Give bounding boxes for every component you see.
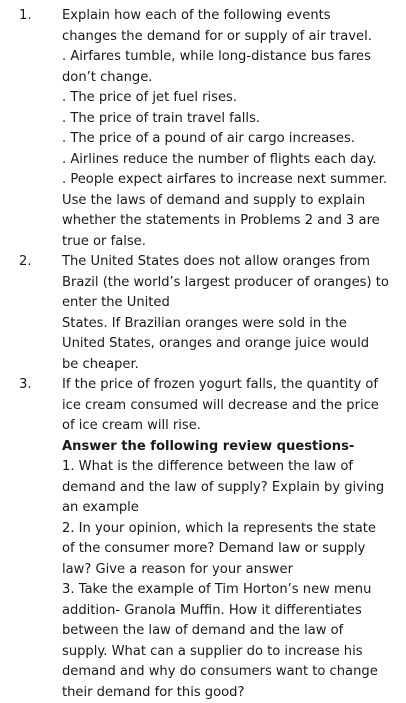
review-heading: Answer the following review questions- bbox=[62, 437, 404, 458]
text-line: Brazil (the world’s largest producer of oranges) to bbox=[62, 273, 404, 294]
text-line: enter the United bbox=[62, 293, 404, 314]
text-line: United States, oranges and orange juice would bbox=[62, 334, 404, 355]
question-text bbox=[62, 375, 404, 703]
review-line: demand and why do consumers want to change bbox=[62, 662, 404, 683]
question-text bbox=[62, 252, 404, 375]
review-line: 1. What is the difference between the law of bbox=[62, 457, 404, 478]
review-line: addition- Granola Muffin. How it differentiates bbox=[62, 601, 404, 622]
text-line: . Airfares tumble, while long-distance bus fares bbox=[62, 47, 404, 68]
review-line: an example bbox=[62, 498, 404, 519]
text-line: whether the statements in Problems 2 and 3 are bbox=[62, 211, 404, 232]
review-line: law? Give a reason for your answer bbox=[62, 560, 404, 581]
text-line: . The price of a pound of air cargo increases. bbox=[62, 129, 404, 150]
text-line: be cheaper. bbox=[62, 355, 404, 376]
question-number: 1. bbox=[19, 6, 57, 27]
text-line: . People expect airfares to increase next summer. bbox=[62, 170, 404, 191]
question-number: 2. bbox=[19, 252, 57, 273]
text-line: Explain how each of the following events bbox=[62, 6, 404, 27]
question-number: 3. bbox=[19, 375, 57, 396]
text-line: If the price of frozen yogurt falls, the quantity of bbox=[62, 375, 404, 396]
text-line: don’t change. bbox=[62, 68, 404, 89]
text-line: . Airlines reduce the number of flights each day. bbox=[62, 150, 404, 171]
review-line: 3. Take the example of Tim Horton’s new menu bbox=[62, 580, 404, 601]
text-line: ice cream consumed will decrease and the price bbox=[62, 396, 404, 417]
text-line: true or false. bbox=[62, 232, 404, 253]
question-text bbox=[62, 6, 404, 252]
text-line: The United States does not allow oranges from bbox=[62, 252, 404, 273]
text-line: of ice cream will rise. bbox=[62, 416, 404, 437]
review-line: of the consumer more? Demand law or supply bbox=[62, 539, 404, 560]
text-line: Use the laws of demand and supply to explain bbox=[62, 191, 404, 212]
text-line: . The price of train travel falls. bbox=[62, 109, 404, 130]
review-line: demand and the law of supply? Explain by giving bbox=[62, 478, 404, 499]
review-line: 2. In your opinion, which la represents the state bbox=[62, 519, 404, 540]
text-line: States. If Brazilian oranges were sold in the bbox=[62, 314, 404, 335]
review-line: supply. What can a supplier do to increase his bbox=[62, 642, 404, 663]
text-line: . The price of jet fuel rises. bbox=[62, 88, 404, 109]
text-line: changes the demand for or supply of air travel. bbox=[62, 27, 404, 48]
review-line: their demand for this good? bbox=[62, 683, 404, 703]
review-line: between the law of demand and the law of bbox=[62, 621, 404, 642]
